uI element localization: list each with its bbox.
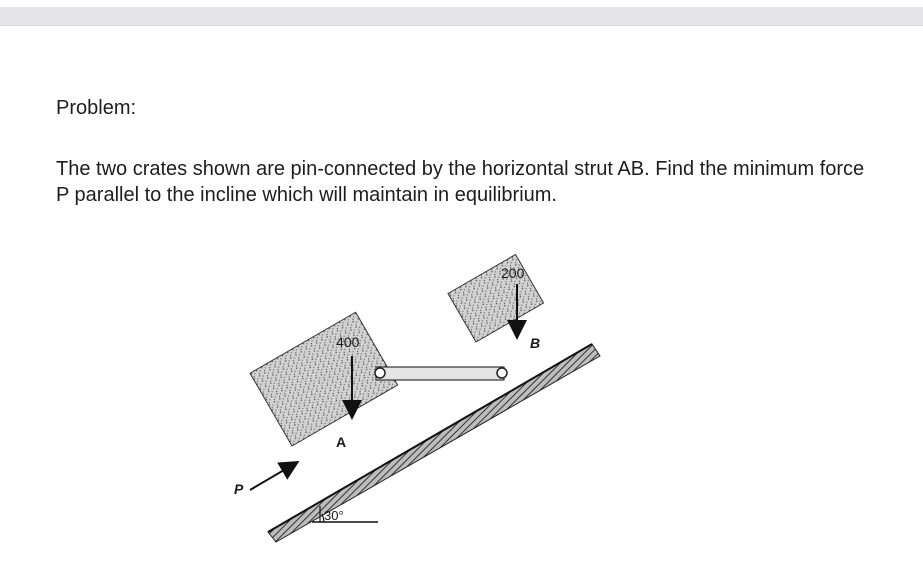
incline-diagram bbox=[220, 250, 640, 550]
strut-ab bbox=[376, 367, 504, 380]
pin-b bbox=[497, 368, 507, 378]
top-edge bbox=[0, 0, 923, 7]
crate-a-label: A bbox=[336, 434, 347, 450]
weight-b-label: 200 bbox=[501, 265, 525, 281]
crate-b bbox=[448, 255, 544, 342]
problem-statement: The two crates shown are pin-connected by the horizontal strut AB. Find the minimum force P parallel to the incline which will maintain in equilibrium. bbox=[56, 158, 865, 206]
problem-heading: Problem: bbox=[56, 97, 137, 119]
force-p-label: P bbox=[234, 481, 244, 497]
angle-label: 30° bbox=[324, 508, 344, 523]
force-p-arrow bbox=[250, 463, 296, 490]
top-toolbar-strip bbox=[0, 0, 923, 26]
pin-a bbox=[375, 368, 385, 378]
weight-a-label: 400 bbox=[336, 334, 360, 350]
crate-b-label: B bbox=[530, 335, 541, 351]
statics-figure bbox=[220, 250, 640, 550]
